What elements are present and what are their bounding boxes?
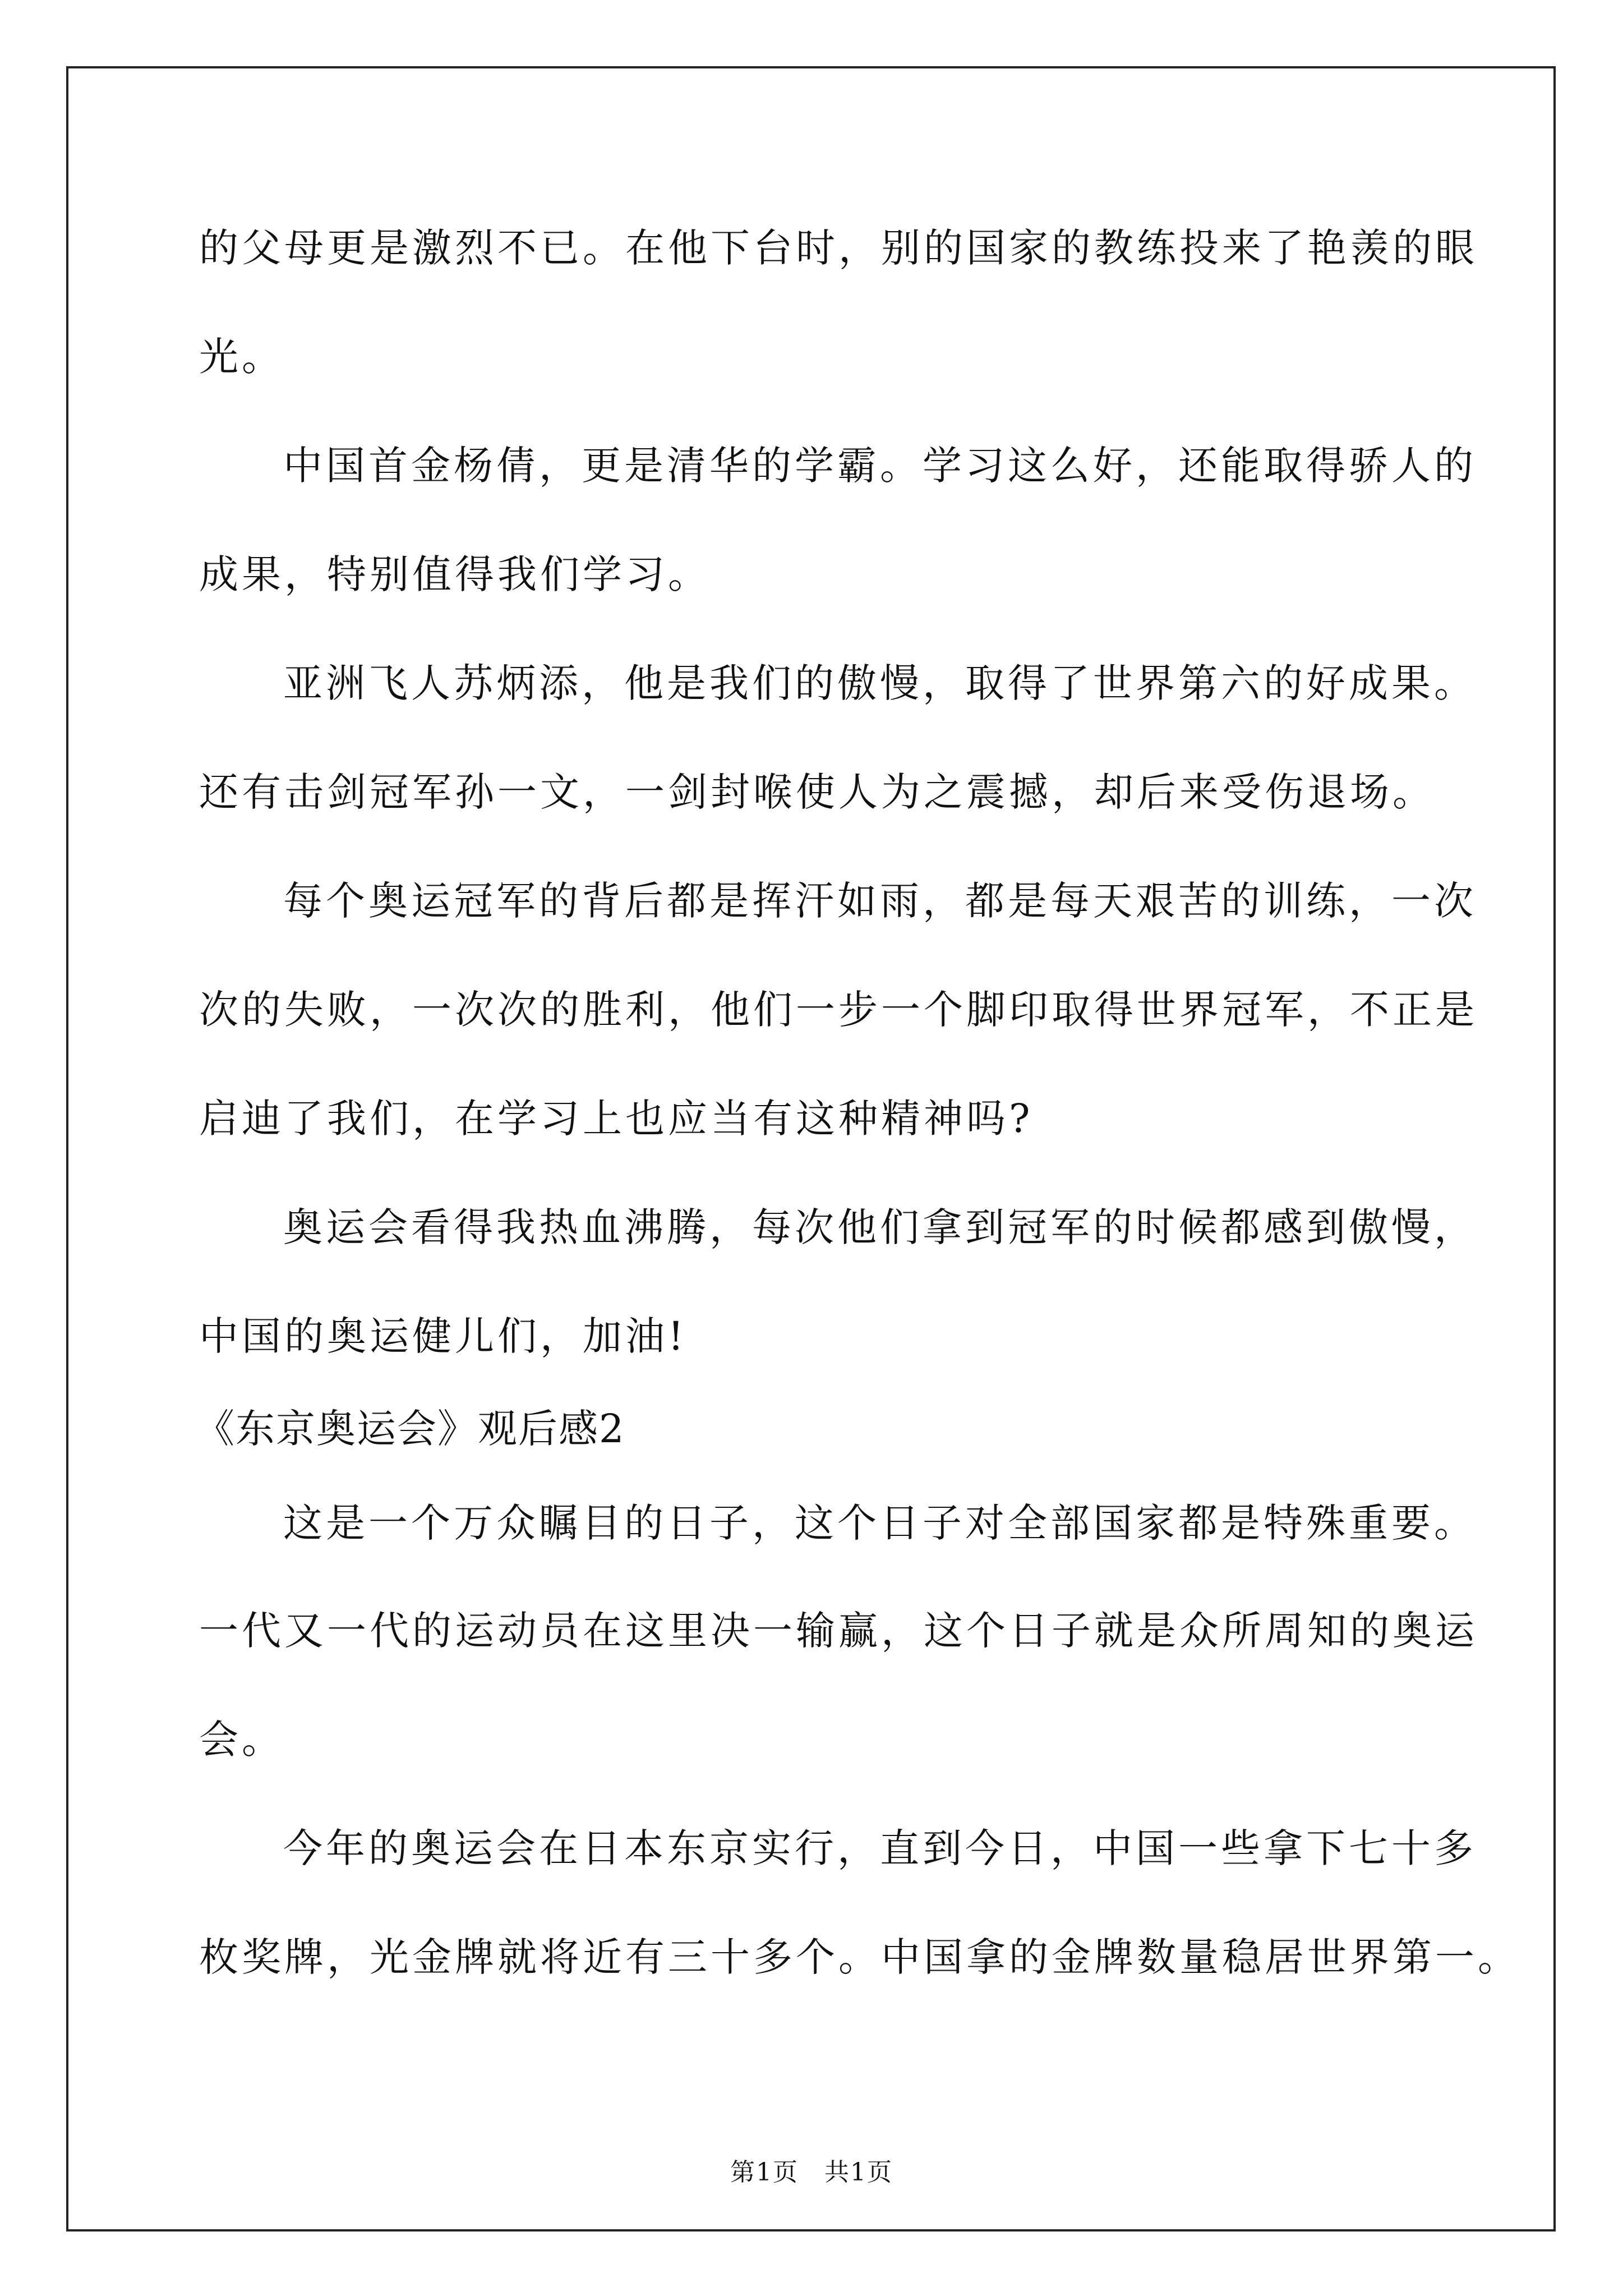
text-line-9: 启迪了我们，在学习上也应当有这种精神吗? xyxy=(199,1096,1034,1142)
text-line-11: 中国的奥运健儿们，加油! xyxy=(199,1313,688,1359)
text-line-1: 的父母更是激烈不已。在他下台时，别的国家的教练投来了艳羡的眼 xyxy=(199,225,1478,271)
page-frame xyxy=(66,66,1556,2231)
section-heading: 《东京奥运会》观后感2 xyxy=(195,1406,625,1452)
text-line-8: 次的失败，一次次的胜利，他们一步一个脚印取得世界冠军，不正是 xyxy=(199,987,1478,1033)
text-line-13: 一代又一代的运动员在这里决一输赢，这个日子就是众所周知的奥运 xyxy=(199,1608,1478,1654)
text-line-7: 每个奥运冠军的背后都是挥汗如雨，都是每天艰苦的训练，一次 xyxy=(283,878,1477,924)
text-line-6: 还有击剑冠军孙一文，一剑封喉使人为之震撼，却后来受伤退场。 xyxy=(199,769,1435,815)
text-line-12: 这是一个万众瞩目的日子，这个日子对全部国家都是特殊重要。 xyxy=(283,1500,1477,1546)
text-line-14: 会。 xyxy=(199,1717,284,1763)
text-line-10: 奥运会看得我热血沸腾，每次他们拿到冠军的时候都感到傲慢， xyxy=(283,1204,1477,1250)
text-line-5: 亚洲飞人苏炳添，他是我们的傲慢，取得了世界第六的好成果。 xyxy=(283,660,1477,706)
text-line-3: 中国首金杨倩，更是清华的学霸。学习这么好，还能取得骄人的 xyxy=(283,443,1477,489)
text-line-16: 枚奖牌，光金牌就将近有三十多个。中国拿的金牌数量稳居世界第一。 xyxy=(199,1934,1520,1980)
text-line-2: 光。 xyxy=(199,334,284,380)
text-line-15: 今年的奥运会在日本东京实行，直到今日，中国一些拿下七十多 xyxy=(283,1825,1477,1871)
text-line-4: 成果，特别值得我们学习。 xyxy=(199,551,711,597)
page-number-footer: 第1页 共1页 xyxy=(730,2158,893,2187)
